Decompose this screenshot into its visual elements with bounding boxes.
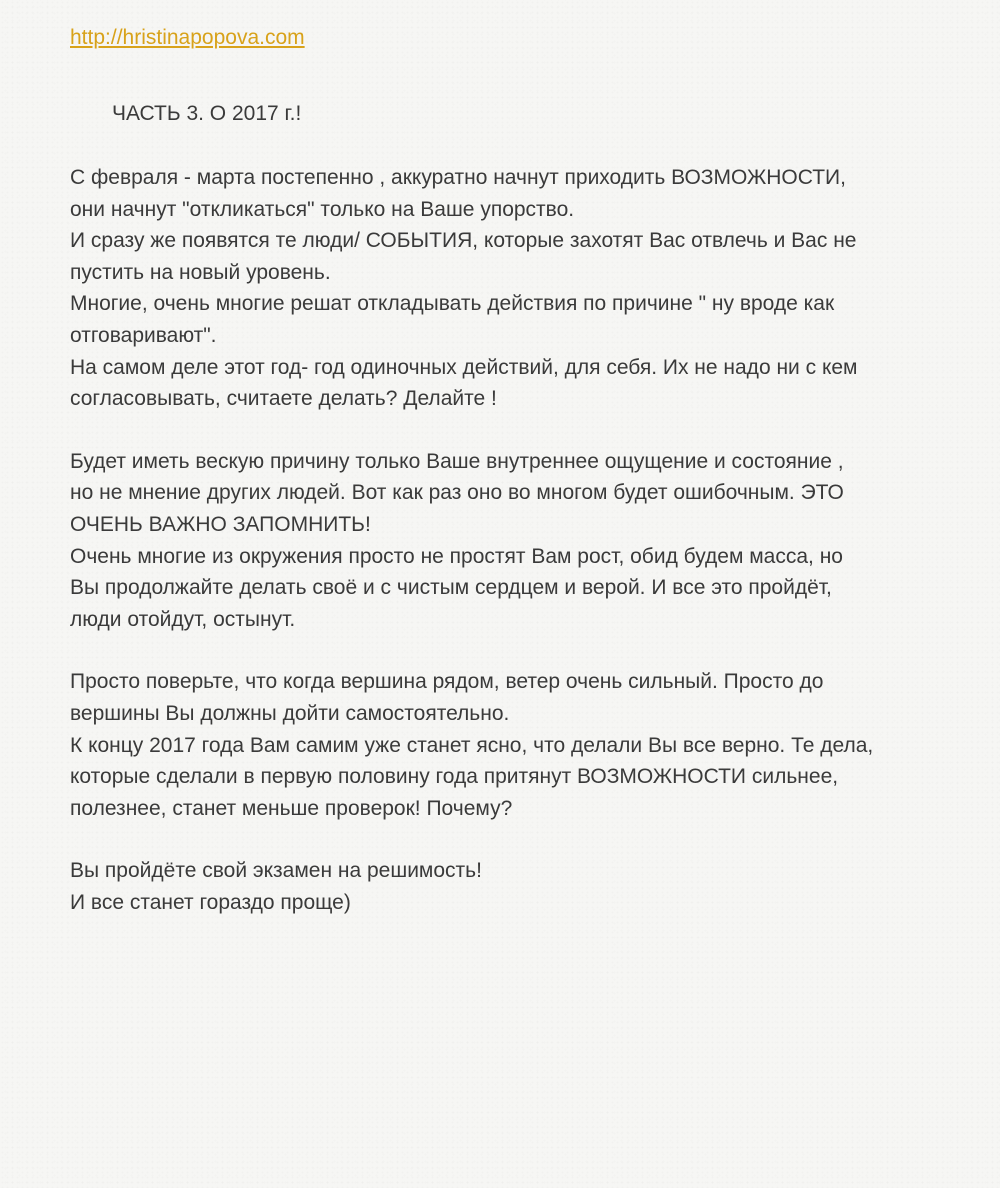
text-line: Будет иметь вескую причину только Ваше внутреннее ощущение и состояние , [70, 449, 844, 473]
text-line: люди отойдут, остынут. [70, 607, 296, 631]
text-line: они начнут "откликаться" только на Ваше упорство. [70, 197, 575, 221]
text-line: К концу 2017 года Вам самим уже станет ясно, что делали Вы все верно. Те дела, [70, 733, 874, 757]
text-line: но не мнение других людей. Вот как раз оно во многом будет ошибочным. ЭТО [70, 481, 844, 505]
document-body [70, 162, 930, 918]
text-line: И сразу же появятся те люди/ СОБЫТИЯ, которые захотят Вас отвлечь и Вас не [70, 229, 857, 253]
text-line: полезнее, станет меньше проверок! Почему? [70, 796, 513, 820]
section-heading: ЧАСТЬ 3. О 2017 г.! [112, 102, 302, 125]
paragraph-1 [70, 162, 930, 415]
text-line: И все станет гораздо проще) [70, 890, 351, 914]
text-line: Вы продолжайте делать своё и с чистым сердцем и верой. И все это пройдёт, [70, 576, 832, 600]
text-line: вершины Вы должны дойти самостоятельно. [70, 701, 510, 725]
text-line: ОЧЕНЬ ВАЖНО ЗАПОМНИТЬ! [70, 512, 371, 536]
text-line: Очень многие из окружения просто не простят Вам рост, обид будем масса, но [70, 544, 843, 568]
paragraph-4 [70, 855, 930, 918]
text-line: С февраля - марта постепенно , аккуратно начнут приходить ВОЗМОЖНОСТИ, [70, 166, 846, 189]
text-line: пустить на новый уровень. [70, 260, 331, 284]
paragraph-3 [70, 666, 930, 824]
text-line: Просто поверьте, что когда вершина рядом, ветер очень сильный. Просто до [70, 670, 824, 694]
text-line: Многие, очень многие решат откладывать действия по причине " ну вроде как [70, 292, 835, 316]
website-link[interactable]: http://hristinapopova.com [70, 26, 305, 49]
text-line: отговаривают". [70, 323, 217, 347]
text-line: согласовывать, считаете делать? Делайте ! [70, 387, 497, 411]
text-line: На самом деле этот год- год одиночных действий, для себя. Их не надо ни с кем [70, 355, 858, 379]
paragraph-2 [70, 446, 930, 636]
text-line: Вы пройдёте свой экзамен на решимость! [70, 859, 482, 883]
text-line: которые сделали в первую половину года притянут ВОЗМОЖНОСТИ сильнее, [70, 765, 839, 789]
